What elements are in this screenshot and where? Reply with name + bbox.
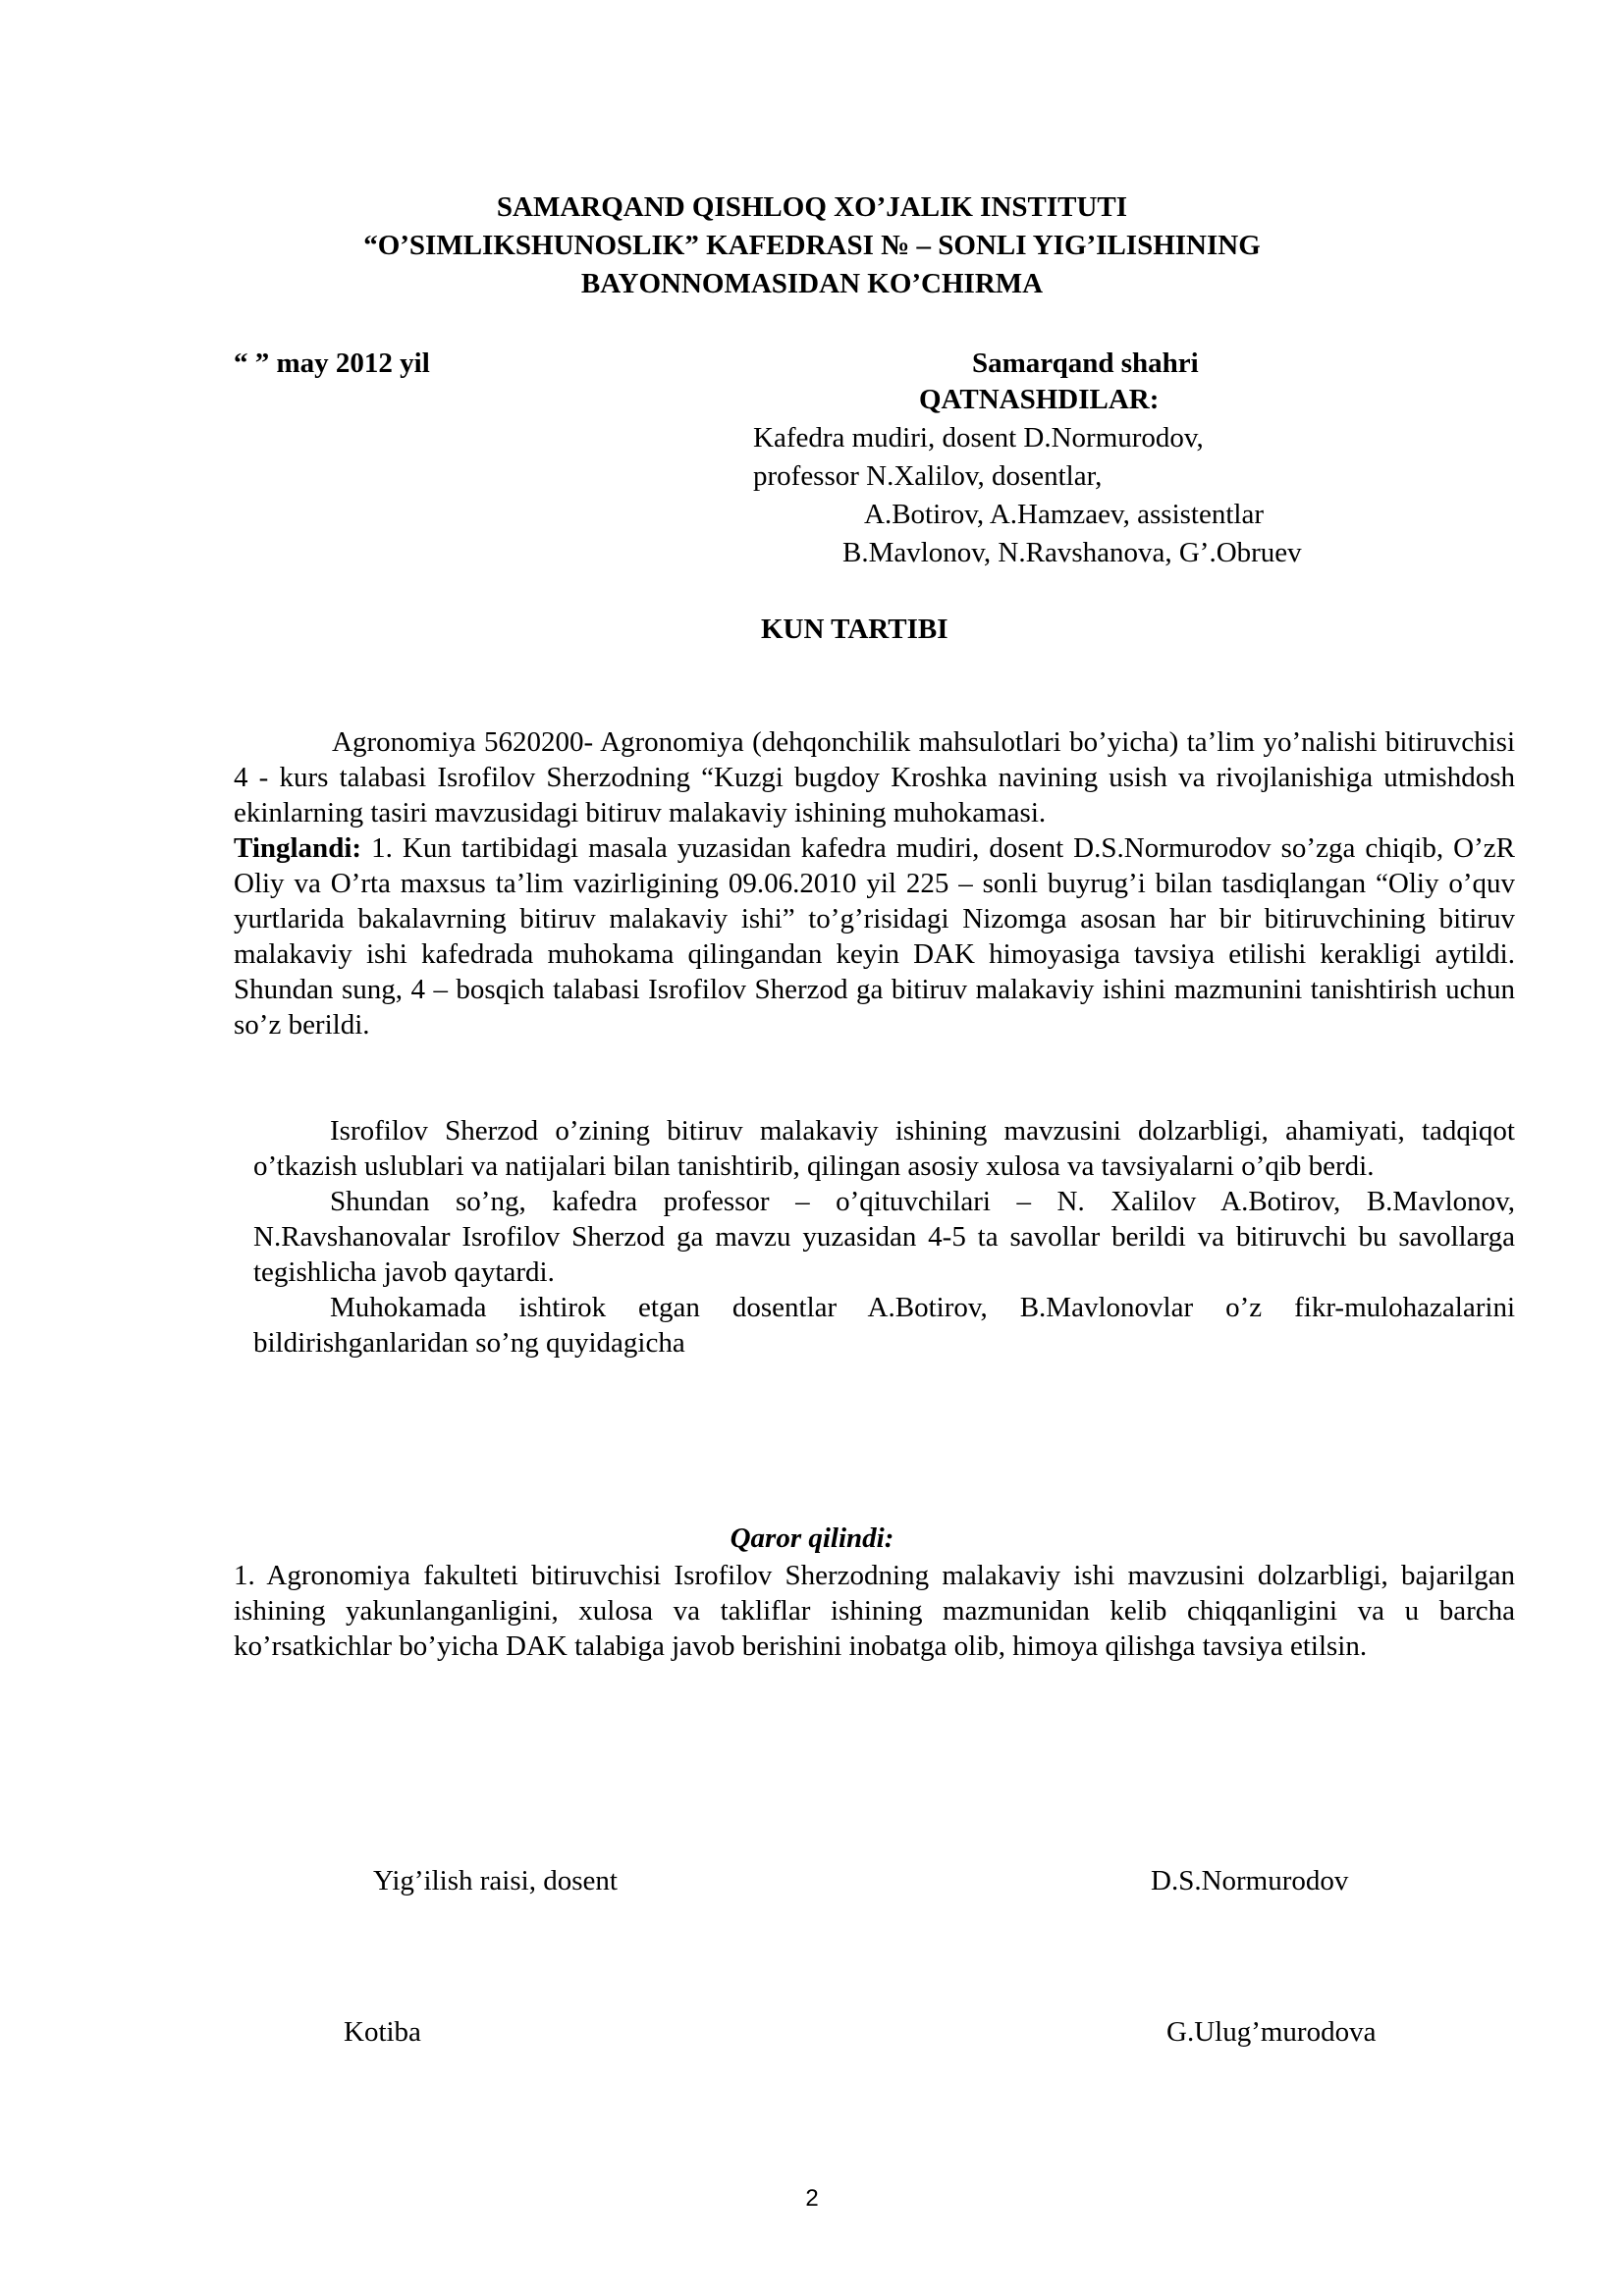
discussion-block (253, 1113, 1515, 1361)
decision-paragraph: 1. Agronomiya fakulteti bitiruvchisi Isrofilov Sherzodning malakaviy ishi mavzusini dolzarbligi, bajarilgan ishining yakunlanganligini, xulosa va takliflar ishining mazmunidan kelib chiqqanligini va u barcha ko’rsatkichlar bo’yicha DAK talabiga javob berishini inobatga olib, himoya qilishga tavsiya etilsin. (234, 1560, 1515, 1662)
meeting-city: Samarqand shahri (972, 347, 1199, 379)
heard-label: Tinglandi: (234, 832, 362, 864)
discussion-paragraph: Muhokamada ishtirok etgan dosentlar A.Botirov, B.Mavlonovlar o’z fikr-mulohazalarini bildirishganlaridan so’ng quyidagicha (253, 1292, 1515, 1359)
discussion-paragraph: Shundan so’ng, kafedra professor – o’qituvchilari – N. Xalilov A.Botirov, B.Mavlonov, N.Ravshanovalar Isrofilov Sherzod ga mavzu yuzasidan 4-5 ta savollar berildi va bitiruvchi bu savollarga tegishlicha javob qaytardi. (253, 1186, 1515, 1288)
heard-paragraph (234, 830, 1515, 1042)
chair-name: D.S.Normurodov (1151, 1865, 1349, 1896)
header-institute: SAMARQAND QISHLOQ XO’JALIK INSTITUTI (496, 191, 1128, 223)
secretary-role: Kotiba (344, 2016, 421, 2048)
header-title: BAYONNOMASIDAN KO’CHIRMA (580, 268, 1044, 299)
chair-role: Yig’ilish raisi, dosent (373, 1865, 618, 1896)
secretary-name: G.Ulug’murodova (1166, 2016, 1377, 2048)
agenda-title: KUN TARTIBI (761, 614, 948, 645)
header-department: “O’SIMLIKSHUNOSLIK” KAFEDRASI № – SONLI YIG’ILISHINING (363, 230, 1261, 261)
agenda-text-block (234, 724, 1515, 1042)
heard-text: 1. Kun tartibidagi masala yuzasidan kafedra mudiri, dosent D.S.Normurodov so’zga chiqib, O’zR Oliy va O’rta maxsus ta’lim vazirligining 09.06.2010 yil 225 – sonli buyrug’i bilan tasdiqlangan “Oliy o’quv yurtlarida bakalavrning bitiruv malakaviy ishi” to’g’risidagi Nizomga asosan har bir bitiruvchining bitiruv malakaviy ishi kafedrada muhokama qilingandan keyin DAK himoyasiga tavsiya etilishi kerakligi aytildi. Shundan sung, 4 – bosqich talabasi Isrofilov Sherzod ga bitiruv malakaviy ishini mazmunini tanishtirish uchun so’z berildi. (234, 832, 1515, 1041)
meeting-date: “ ” may 2012 yil (234, 347, 430, 379)
document-header (0, 188, 1624, 303)
attendee-line: A.Botirov, A.Hamzaev, assistentlar (864, 499, 1264, 530)
attendee-line: B.Mavlonov, N.Ravshanova, G’.Obruev (842, 537, 1302, 568)
discussion-paragraph: Isrofilov Sherzod o’zining bitiruv malakaviy ishining mavzusini dolzarbligi, ahamiyati, tadqiqot o’tkazish uslublari va natijalari bilan tanishtirib, qilingan asosiy xulosa va tavsiyalarni o’qib berdi. (253, 1115, 1515, 1182)
agenda-paragraph: Agronomiya 5620200- Agronomiya (dehqonchilik mahsulotlari bo’yicha) ta’lim yo’nalishi bitiruvchisi 4 - kurs talabasi Isrofilov Sherzodning “Kuzgi bugdoy Kroshka navining usish va rivojlanishiga utmishdosh ekinlarning tasiri mavzusidagi bitiruv malakaviy ishining muhokamasi. (234, 726, 1515, 828)
decision-block (234, 1558, 1515, 1664)
attendee-line: Kafedra mudiri, dosent D.Normurodov, (753, 422, 1204, 454)
decision-title: Qaror qilindi: (730, 1522, 894, 1554)
attendee-line: professor N.Xalilov, dosentlar, (753, 460, 1103, 492)
attendees-title: QATNASHDILAR: (919, 384, 1160, 415)
page-number: 2 (805, 2185, 819, 2212)
